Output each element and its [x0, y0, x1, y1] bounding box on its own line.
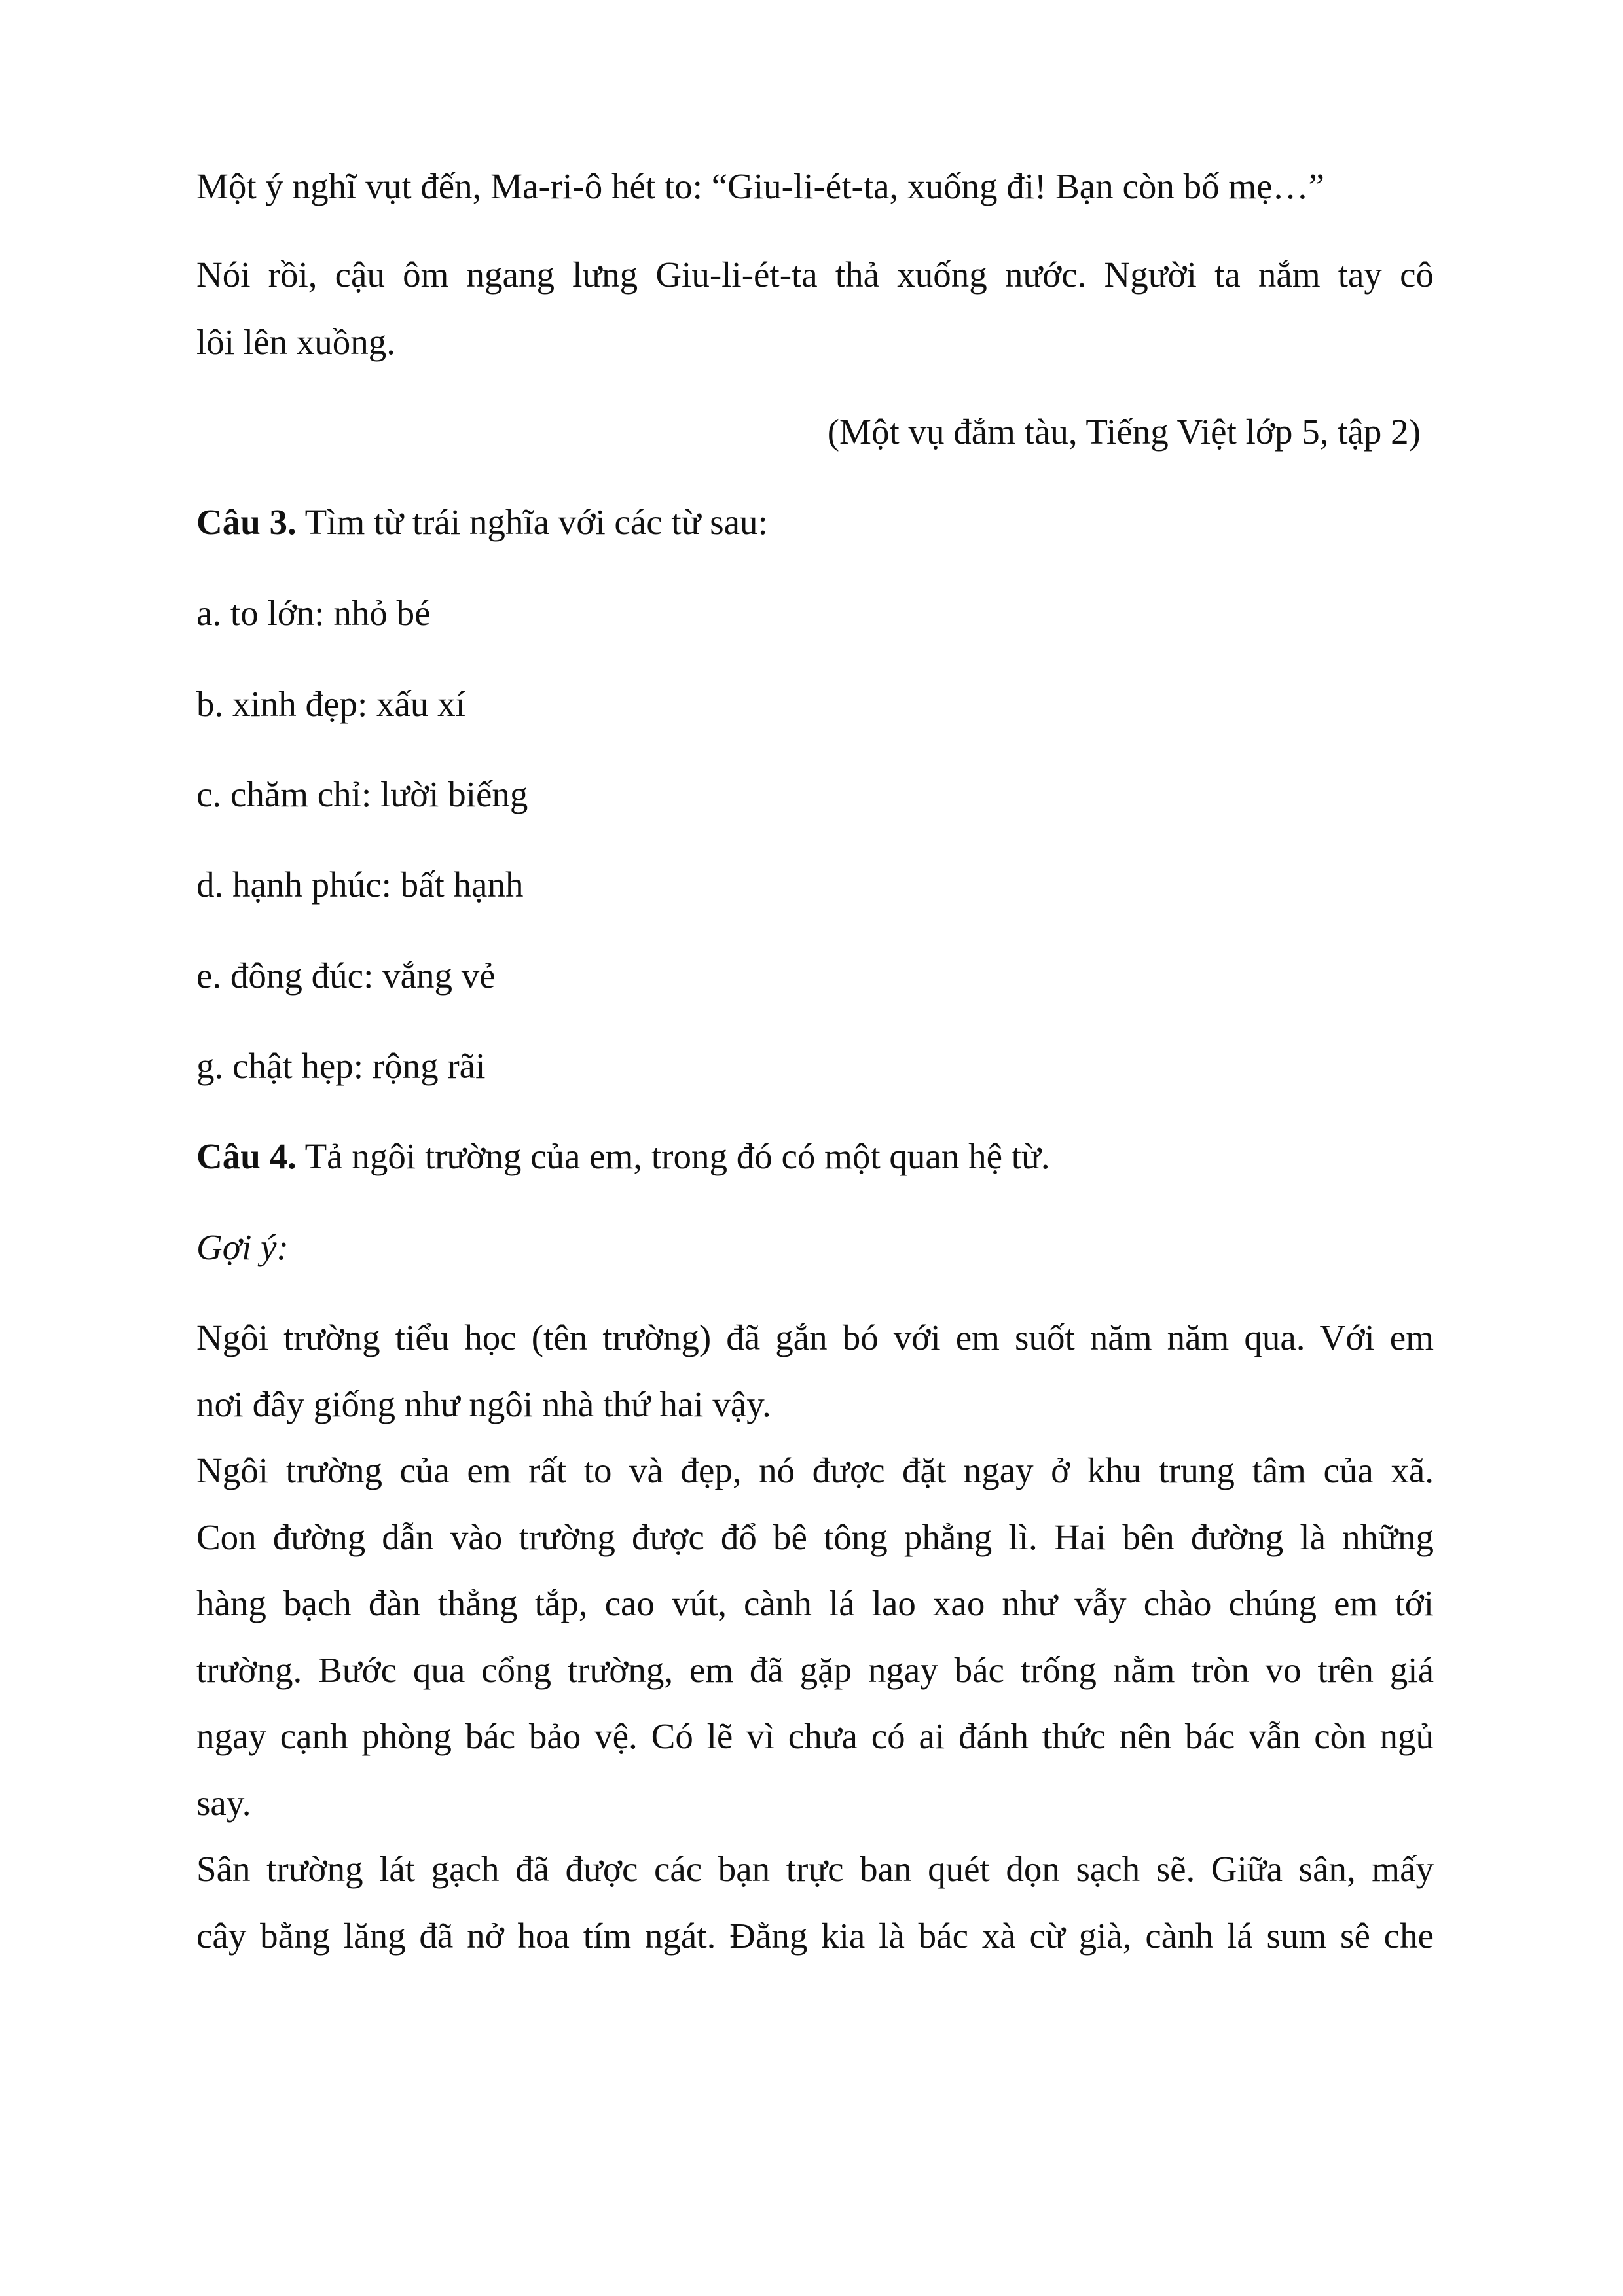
story-line-2: Nói rồi, cậu ôm ngang lưng Giu-li-ét-ta thả xuống nước. Người ta nắm tay cô	[196, 255, 1434, 295]
story-line-3: lôi lên xuồng.	[196, 322, 396, 362]
story-line-1: Một ý nghĩ vụt đến, Ma-ri-ô hét to: “Giu-li-ét-ta, xuống đi! Bạn còn bố mẹ…”	[196, 166, 1324, 206]
story-source: (Một vụ đắm tàu, Tiếng Việt lớp 5, tập 2)	[827, 412, 1421, 452]
essay-line-5: hàng bạch đàn thẳng tắp, cao vút, cành lá lao xao như vẫy chào chúng em tới	[196, 1583, 1434, 1623]
question-4	[196, 1135, 1434, 1178]
answer-b: b. xinh đẹp: xấu xí	[196, 684, 465, 724]
question-3-text: Tìm từ trái nghĩa với các từ sau:	[296, 502, 768, 542]
question-3	[196, 501, 1434, 544]
essay-line-3: Ngôi trường của em rất to và đẹp, nó được đặt ngay ở khu trung tâm của xã.	[196, 1450, 1434, 1490]
essay-line-9: Sân trường lát gạch đã được các bạn trực ban quét dọn sạch sẽ. Giữa sân, mấy	[196, 1849, 1434, 1889]
answer-d: d. hạnh phúc: bất hạnh	[196, 865, 524, 905]
question-4-text: Tả ngôi trường của em, trong đó có một quan hệ từ.	[296, 1136, 1050, 1176]
essay-line-10: cây bằng lăng đã nở hoa tím ngát. Đằng kia là bác xà cừ già, cành lá sum sê che	[196, 1916, 1434, 1956]
answer-e: e. đông đúc: vắng vẻ	[196, 956, 496, 996]
essay-line-8: say.	[196, 1783, 251, 1823]
essay-line-4: Con đường dẫn vào trường được đổ bê tông phẳng lì. Hai bên đường là những	[196, 1517, 1434, 1557]
question-4-label: Câu 4.	[196, 1136, 297, 1176]
question-3-label: Câu 3.	[196, 502, 297, 542]
answer-c: c. chăm chỉ: lười biếng	[196, 774, 528, 814]
answer-g: g. chật hẹp: rộng rãi	[196, 1046, 486, 1086]
answer-a: a. to lớn: nhỏ bé	[196, 593, 431, 633]
essay-line-2: nơi đây giống như ngôi nhà thứ hai vậy.	[196, 1384, 771, 1424]
essay-line-6: trường. Bước qua cổng trường, em đã gặp ngay bác trống nằm tròn vo trên giá	[196, 1650, 1434, 1690]
hint-label: Gợi ý:	[196, 1227, 289, 1267]
essay-line-7: ngay cạnh phòng bác bảo vệ. Có lẽ vì chưa có ai đánh thức nên bác vẫn còn ngủ	[196, 1716, 1434, 1756]
essay-line-1: Ngôi trường tiểu học (tên trường) đã gắn bó với em suốt năm năm qua. Với em	[196, 1318, 1434, 1357]
